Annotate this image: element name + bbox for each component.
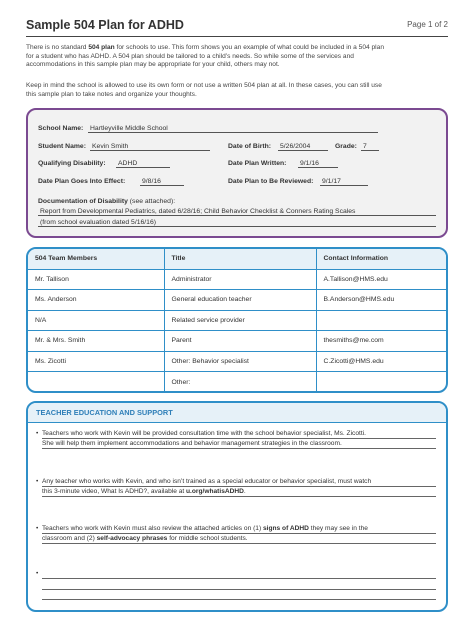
- contact-cell[interactable]: B.Anderson@HMS.edu: [316, 290, 446, 311]
- contact-cell[interactable]: thesmiths@me.com: [316, 331, 446, 352]
- date-written-label: Date Plan Written:: [228, 160, 287, 167]
- grade-label: Grade:: [335, 143, 357, 150]
- member-cell[interactable]: Ms. Anderson: [28, 290, 164, 311]
- col-header-contact: Contact Information: [316, 249, 446, 269]
- title-cell[interactable]: Related service provider: [164, 310, 316, 331]
- team-members-table: [28, 249, 446, 392]
- review-date-label: Date Plan to Be Reviewed:: [228, 178, 314, 185]
- bullet-icon: •: [36, 525, 39, 532]
- student-info-box: [26, 108, 448, 238]
- teacher-education-heading: TEACHER EDUCATION AND SUPPORT: [28, 403, 446, 423]
- contact-cell[interactable]: C.Zicotti@HMS.edu: [316, 351, 446, 372]
- blank-line-field[interactable]: [42, 589, 436, 590]
- member-cell[interactable]: Ms. Zicotti: [28, 351, 164, 372]
- list-item: • Teachers who work with Kevin must also review the attached articles on (1) signs of ADHD they may see in the classroom and (2) self-advocacy phrases for middle school students.: [36, 524, 436, 544]
- effect-date-field[interactable]: 9/8/16: [140, 177, 184, 186]
- title-cell[interactable]: Other:: [164, 372, 316, 393]
- contact-cell[interactable]: [316, 372, 446, 393]
- team-members-table-box: [26, 247, 448, 393]
- table-row: [28, 372, 446, 393]
- documentation-line-1[interactable]: Report from Developmental Pediatrics, dated 6/28/16; Child Behavior Checklist & Conners Rating Scales: [38, 207, 436, 216]
- title-cell[interactable]: Parent: [164, 331, 316, 352]
- title-cell[interactable]: Other: Behavior specialist: [164, 351, 316, 372]
- date-written-field[interactable]: 9/1/16: [298, 159, 338, 168]
- bullet-icon: •: [36, 430, 39, 437]
- intro-paragraph-2: Keep in mind the school is allowed to use its own form or not use a written 504 plan at all. In these cases, you can still use this sample plan to take notes and organize your thoughts.: [26, 82, 382, 98]
- blank-line-field[interactable]: [42, 599, 436, 600]
- title-cell[interactable]: Administrator: [164, 269, 316, 290]
- table-row: [28, 331, 446, 352]
- table-row: [28, 351, 446, 372]
- teacher-education-box: [26, 401, 448, 612]
- contact-cell[interactable]: A.Tallison@HMS.edu: [316, 269, 446, 290]
- self-advocacy-link[interactable]: self-advocacy phrases: [96, 535, 168, 542]
- documentation-label: Documentation of Disability (see attached):: [38, 198, 176, 205]
- bullet-icon: •: [36, 570, 39, 577]
- table-row: [28, 310, 446, 331]
- page-number: Page 1 of 2: [407, 20, 448, 29]
- table-row: [28, 269, 446, 290]
- header-rule: [26, 36, 448, 37]
- disability-field[interactable]: ADHD: [116, 159, 170, 168]
- col-header-members: 504 Team Members: [28, 249, 164, 269]
- blank-line-field[interactable]: [42, 569, 436, 579]
- member-cell[interactable]: N/A: [28, 310, 164, 331]
- documentation-line-2[interactable]: (from school evaluation dated 5/16/16): [38, 218, 436, 227]
- disability-label: Qualifying Disability:: [38, 160, 106, 167]
- list-item: • Any teacher who works with Kevin, and who isn’t trained as a special educator or behavior specialist, must watch this 3-minute video, What Is ADHD?, available at u.org/whatisADHD.: [36, 477, 436, 497]
- school-name-field[interactable]: Hartleyville Middle School: [88, 124, 378, 133]
- student-name-label: Student Name:: [38, 143, 86, 150]
- list-item: [36, 569, 436, 579]
- col-header-title: Title: [164, 249, 316, 269]
- table-header-row: [28, 249, 446, 269]
- whatisadhd-link[interactable]: u.org/whatisADHD: [186, 488, 244, 495]
- dob-field[interactable]: 5/26/2004: [278, 142, 328, 151]
- intro-paragraph-1: There is no standard 504 plan for schools to use. This form shows you an example of what could be included in a 504 plan for a student who has ADHD. A 504 plan should be tailored to a child’s needs. So while some of the services and accommodations in this sample plan may be appropriate for your child, others may not.: [26, 44, 384, 69]
- grade-field[interactable]: 7: [361, 142, 379, 151]
- member-cell[interactable]: [28, 372, 164, 393]
- link-504-plan[interactable]: 504 plan: [88, 44, 115, 51]
- title-cell[interactable]: General education teacher: [164, 290, 316, 311]
- contact-cell[interactable]: [316, 310, 446, 331]
- member-cell[interactable]: Mr. & Mrs. Smith: [28, 331, 164, 352]
- review-date-field[interactable]: 9/1/17: [320, 177, 368, 186]
- table-row: [28, 290, 446, 311]
- student-name-field[interactable]: Kevin Smith: [90, 142, 210, 151]
- member-cell[interactable]: Mr. Tallison: [28, 269, 164, 290]
- document-title: Sample 504 Plan for ADHD: [26, 18, 184, 32]
- bullet-icon: •: [36, 478, 39, 485]
- signs-of-adhd-link[interactable]: signs of ADHD: [263, 525, 309, 532]
- list-item: • Teachers who work with Kevin will be provided consultation time with the school behavior specialist, Ms. Zicotti. She will help them implement accommodations and behavior management strategies in the classroom.: [36, 429, 436, 449]
- effect-date-label: Date Plan Goes Into Effect:: [38, 178, 126, 185]
- dob-label: Date of Birth:: [228, 143, 272, 150]
- school-name-label: School Name:: [38, 125, 84, 132]
- page-header: [26, 18, 448, 34]
